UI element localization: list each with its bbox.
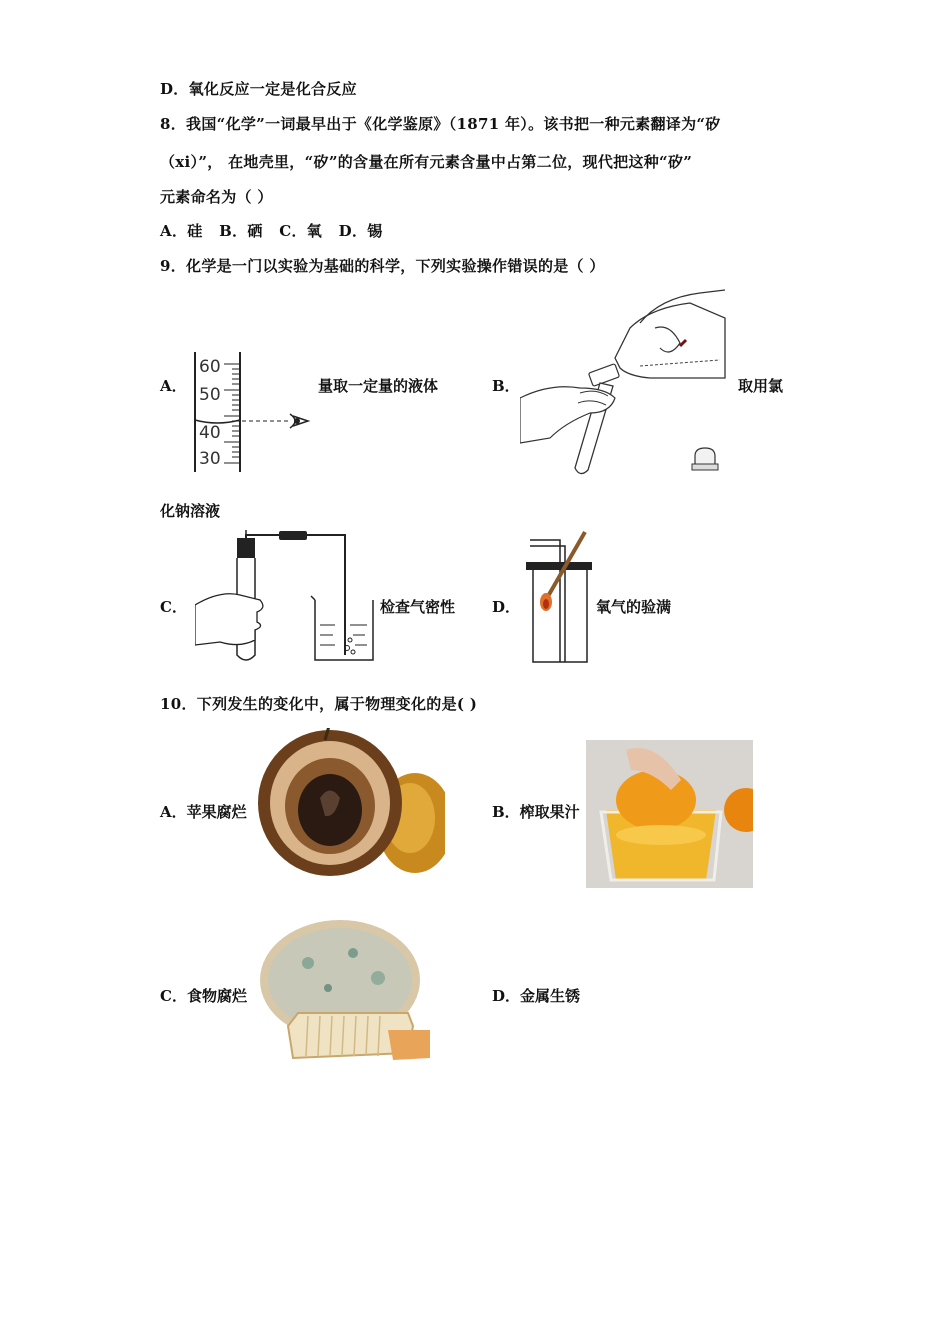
- cylinder-tick-50: 50: [199, 385, 221, 405]
- q9-option-d-text: 氧气的验满: [596, 598, 672, 616]
- q8-stem-line-2: （xi）”， 在地壳里，“矽”的含量在所有元素含量中占第二位，现代把这种“矽”: [160, 153, 693, 171]
- q10-option-a: A．苹果腐烂: [160, 803, 247, 821]
- graduated-cylinder-figure: [190, 350, 315, 475]
- q10-option-d: D．金属生锈: [492, 987, 581, 1005]
- q10-stem: 10．下列发生的变化中，属于物理变化的是( ): [160, 695, 478, 713]
- rotten-apple-image: [255, 728, 445, 878]
- juicing-image: [586, 740, 753, 888]
- q7-option-d: D．氧化反应一定是化合反应: [160, 80, 357, 98]
- oxygen-full-check-figure: [525, 530, 595, 665]
- q9-option-c-letter: C．: [160, 598, 187, 616]
- cylinder-tick-30: 30: [199, 449, 221, 469]
- q9-option-a-text: 量取一定量的液体: [318, 377, 439, 395]
- q9-stem: 9．化学是一门以实验为基础的科学，下列实验操作错误的是（ ）: [160, 257, 605, 275]
- q8-options: A．硅 B．硒 C．氧 D．锡: [160, 222, 383, 240]
- q9-option-a-letter: A．: [160, 377, 187, 395]
- q9-option-b-text-part2: 化钠溶液: [160, 502, 221, 520]
- q9-option-b-text-part1: 取用氯: [738, 377, 784, 395]
- q8-stem-line-1: 8．我国“化学”一词最早出于《化学鉴原》（1871 年）。该书把一种元素翻译为“矽: [160, 115, 721, 133]
- q9-option-c-text: 检查气密性: [380, 598, 456, 616]
- q10-option-c: C．食物腐烂: [160, 987, 247, 1005]
- cylinder-tick-40: 40: [199, 423, 221, 443]
- cylinder-tick-60: 60: [199, 357, 221, 377]
- q8-stem-line-3: 元素命名为（ ）: [160, 188, 273, 206]
- airtightness-check-figure: [195, 530, 375, 665]
- q9-option-d-letter: D．: [492, 598, 521, 616]
- moldy-bread-image: [258, 918, 433, 1070]
- pouring-reagent-figure: [520, 288, 730, 478]
- q10-option-b: B．榨取果汁: [492, 803, 580, 821]
- q9-option-b-letter: B．: [492, 377, 520, 395]
